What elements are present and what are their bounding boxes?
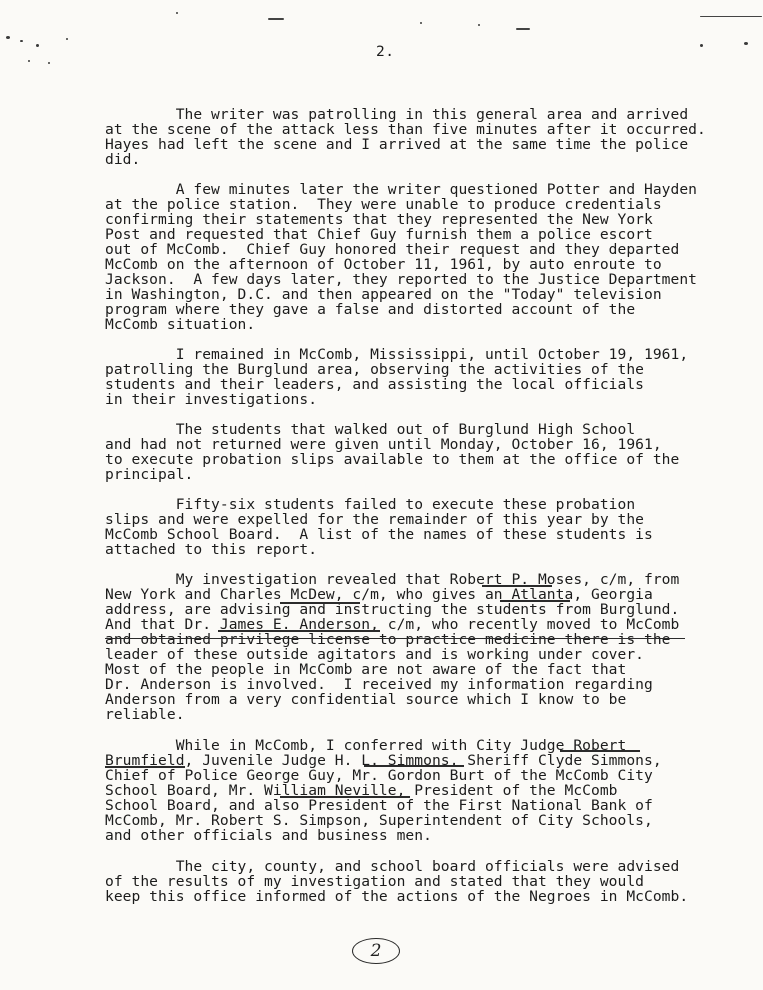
- text-line: Anderson from a very confidential source which I know to be: [105, 691, 627, 708]
- text-line: reliable.: [105, 706, 185, 723]
- text-line: McComb on the afternoon of October 11, 1961, by auto enroute to: [105, 256, 662, 273]
- pen-underline: [280, 796, 410, 798]
- text-line: address, are advising and instructing the students from Burglund.: [105, 601, 680, 618]
- text-line: Most of the people in McComb are not aware of the fact that: [105, 661, 627, 678]
- scan-speck: [48, 62, 50, 64]
- text-line: McComb, Mr. Robert S. Simpson, Superintendent of City Schools,: [105, 812, 653, 829]
- text-line: Chief of Police George Guy, Mr. Gordon Burt of the McComb City: [105, 767, 653, 784]
- scan-mark: [700, 16, 762, 17]
- pen-strikeout: [105, 638, 685, 639]
- text-line: School Board, Mr. William Neville, President of the McComb: [105, 782, 618, 799]
- text-line: McComb situation.: [105, 316, 256, 333]
- text-line: Post and requested that Chief Guy furnish them a police escort: [105, 226, 653, 243]
- text-line: While in McComb, I conferred with City Judge Robert: [105, 737, 627, 754]
- pen-underline: [218, 630, 380, 632]
- pen-underline: [500, 600, 570, 602]
- pen-underline: [280, 602, 360, 604]
- text-line: attached to this report.: [105, 541, 318, 558]
- text-line: leader of these outside agitators and is working under cover.: [105, 646, 645, 663]
- text-line: New York and Charles McDew, c/m, who gives an Atlanta, Georgia: [105, 586, 653, 603]
- text-line: The students that walked out of Burglund High School: [105, 421, 636, 438]
- text-line: Dr. Anderson is involved. I received my information regarding: [105, 676, 653, 693]
- text-line: program where they gave a false and distorted account of the: [105, 301, 636, 318]
- text-line: A few minutes later the writer questioned Potter and Hayden: [105, 181, 698, 198]
- scan-speck: [6, 36, 10, 39]
- scan-mark: [516, 28, 530, 30]
- text-line: The writer was patrolling in this general area and arrived: [105, 106, 689, 123]
- scan-speck: [20, 40, 23, 42]
- scan-speck: [66, 38, 68, 40]
- text-line: principal.: [105, 466, 194, 483]
- scan-speck: [176, 12, 178, 14]
- scan-speck: [744, 42, 748, 45]
- text-line: Brumfield, Juvenile Judge H. L. Simmons, Sheriff Clyde Simmons,: [105, 752, 662, 769]
- text-line: Fifty-six students failed to execute these probation: [105, 496, 636, 513]
- scan-speck: [28, 60, 30, 62]
- scan-speck: [700, 44, 703, 47]
- text-line: at the scene of the attack less than five minutes after it occurred.: [105, 121, 706, 138]
- text-line: to execute probation slips available to them at the office of the: [105, 451, 680, 468]
- text-line: My investigation revealed that Robert P. Moses, c/m, from: [105, 571, 680, 588]
- text-line: Hayes had left the scene and I arrived at the same time the police: [105, 136, 689, 153]
- text-line: of the results of my investigation and stated that they would: [105, 873, 645, 890]
- scan-mark: [268, 18, 284, 20]
- pen-underline: [482, 585, 552, 587]
- text-line: keep this office informed of the actions of the Negroes in McComb.: [105, 888, 689, 905]
- text-line: and other officials and business men.: [105, 827, 432, 844]
- text-line: And that Dr. James E. Anderson, c/m, who recently moved to McComb: [105, 616, 680, 633]
- text-line: out of McComb. Chief Guy honored their request and they departed: [105, 241, 680, 258]
- text-line: and had not returned were given until Monday, October 16, 1961,: [105, 436, 662, 453]
- text-line: and obtained privilege license to practice medicine there is the: [105, 631, 671, 648]
- text-line: at the police station. They were unable to produce credentials: [105, 196, 662, 213]
- pen-underline: [364, 765, 464, 767]
- pen-underline: [560, 750, 640, 752]
- text-line: in Washington, D.C. and then appeared on the "Today" television: [105, 286, 662, 303]
- text-line: School Board, and also President of the First National Bank of: [105, 797, 653, 814]
- text-line: students and their leaders, and assisting the local officials: [105, 376, 645, 393]
- scan-speck: [478, 24, 480, 26]
- text-line: slips and were expelled for the remainder of this year by the: [105, 511, 645, 528]
- page-number: 2.: [376, 44, 395, 60]
- text-line: patrolling the Burglund area, observing the activities of the: [105, 361, 645, 378]
- text-line: confirming their statements that they represented the New York: [105, 211, 653, 228]
- text-line: The city, county, and school board officials were advised: [105, 858, 680, 875]
- scan-speck: [420, 22, 422, 24]
- text-line: did.: [105, 151, 141, 168]
- scan-speck: [36, 44, 39, 47]
- text-line: Jackson. A few days later, they reported to the Justice Department: [105, 271, 698, 288]
- text-line: in their investigations.: [105, 391, 318, 408]
- circled-page-number: 2: [352, 938, 400, 964]
- pen-underline: [105, 766, 185, 768]
- text-line: McComb School Board. A list of the names of these students is: [105, 526, 653, 543]
- text-line: I remained in McComb, Mississippi, until October 19, 1961,: [105, 346, 689, 363]
